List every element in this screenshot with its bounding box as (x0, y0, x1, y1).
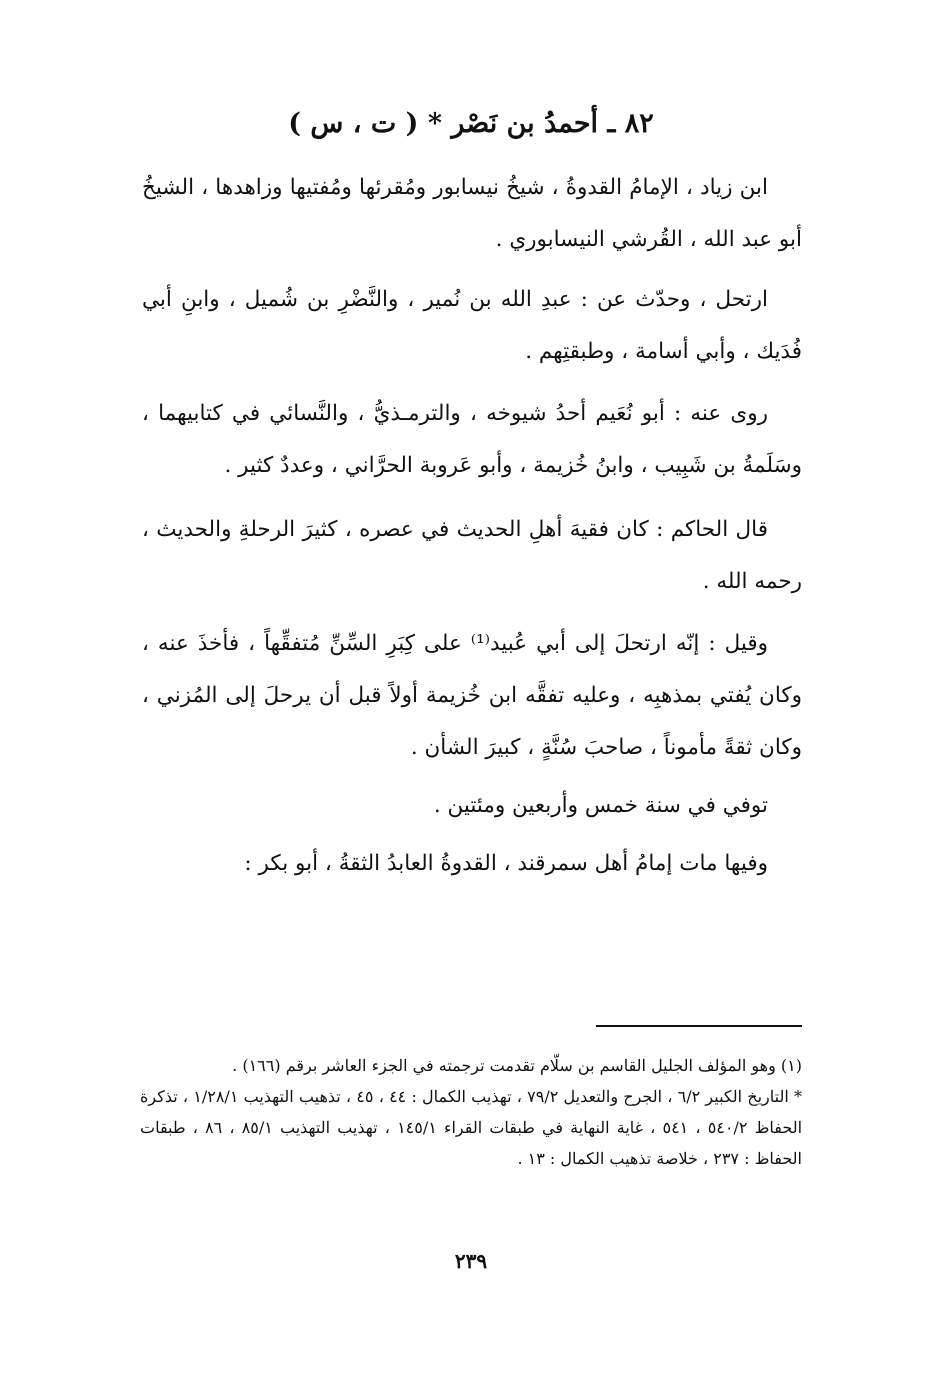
footnote-sources: * التاريخ الكبير ٦/٢ ، الجرح والتعديل ٧٩/٢ ، تهذيب الكمال : ٤٤ ، ٤٥ ، تذهيب التهذيب ١/٢٨/١ ، تذكرة الحفاظ ٥٤٠/٢ ، ٥٤١ ، غاية النهاية في طبقات القراء ١٤٥/١ ، تهذيب التهذيب ٨٥/١ ، ٨٦ ، طبقات الحفاظ : ٢٣٧ ، خلاصة تذهيب الكمال : ١٣ . (140, 1087, 803, 1168)
paragraph-travel: وقيل : إنّه ارتحلَ إلى أبي عُبيد⁽¹⁾ على كِبَرِ السِّنِّ مُتفقِّهاً ، فأخذَ عنه ، وكان يُفتي بمذهبِه ، وعليه تفقَّه ابن خُزيمة أولاً قبل أن يرحلَ إلى المُزني ، وكان ثقةً مأموناً ، صاحبَ سُنَّةٍ ، كبيرَ الشأن . (142, 631, 802, 760)
paragraph-teachers: ارتحل ، وحدّث عن : عبدِ الله بن نُمير ، والنَّضْرِ بن شُميل ، وابنِ أبي فُدَيك ، وأبي أسامة ، وطبقتِهم . (142, 287, 802, 364)
footnote-1: (١) وهو المؤلف الجليل القاسم بن سلّام تقدمت ترجمته في الجزء العاشر برقم (١٦٦) . (232, 1056, 802, 1075)
footnote-divider (596, 1025, 802, 1027)
paragraph-death: توفي في سنة خمس وأربعين ومئتين . (433, 793, 768, 818)
paragraph-students: روى عنه : أبو نُعَيم أحدُ شيوخه ، والترمـذيُّ ، والنَّسائي في كتابيهما ، وسَلَمةُ بن شَبِيب ، وابنُ خُزيمة ، وأبو عَروبة الحرَّاني ، وعددٌ كثير . (142, 401, 802, 478)
paragraph-hakim-quote: قال الحاكم : كان فقيهَ أهلِ الحديث في عصره ، كثيرَ الرحلةِ والحديث ، رحمه الله . (142, 517, 802, 594)
paragraph-next-entry: وفيها مات إمامُ أهل سمرقند ، القدوةُ العابدُ الثقةُ ، أبو بكر : (244, 851, 768, 876)
page-number: ٢٣٩ (454, 1249, 488, 1273)
entry-heading: ٨٢ ـ أحمدُ بن نَصْر * ( ت ، س ) (288, 108, 654, 139)
footnotes (140, 1050, 802, 1174)
main-text (142, 162, 802, 890)
paragraph-lineage: ابن زياد ، الإمامُ القدوةُ ، شيخُ نيسابور ومُقرئها ومُفتيها وزاهدها ، الشيخُ أبو عبد الله ، القُرشي النيسابوري . (142, 175, 802, 252)
